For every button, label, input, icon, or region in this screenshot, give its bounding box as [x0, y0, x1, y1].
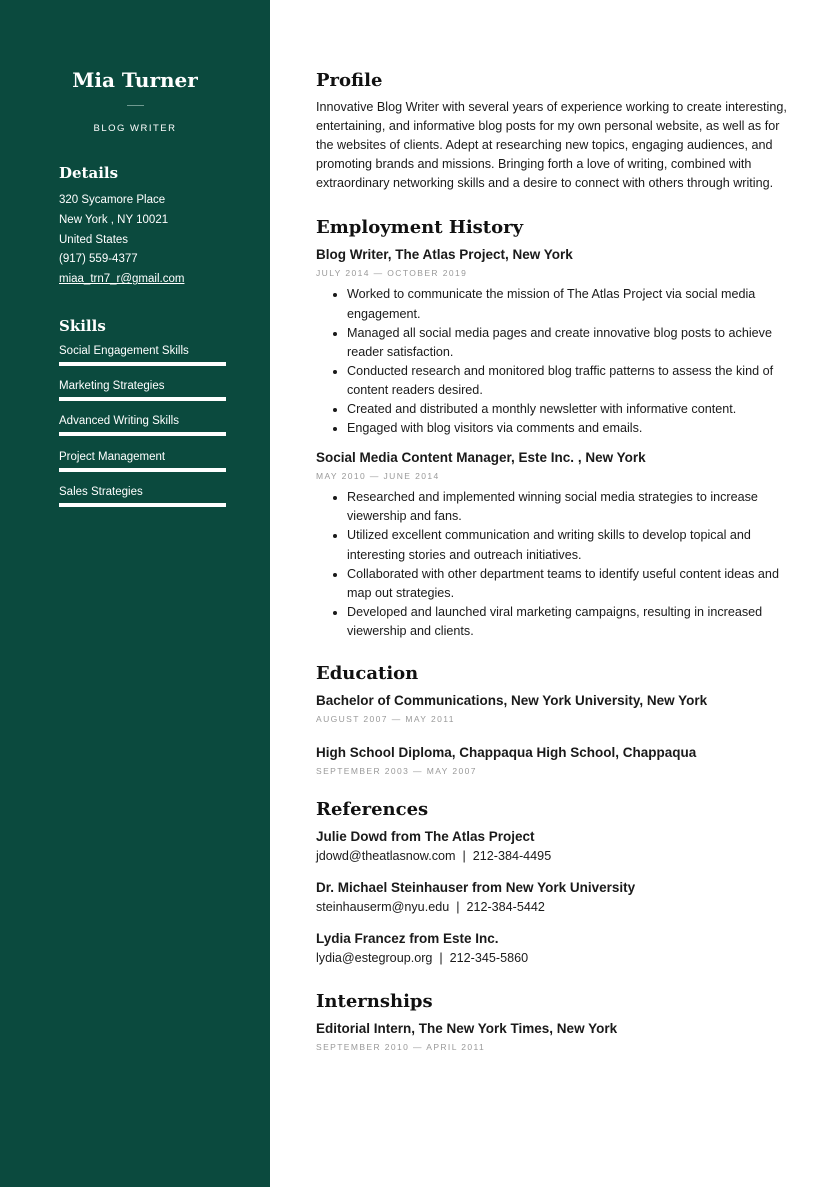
- city-line: New York , NY 10021: [59, 213, 169, 226]
- internship-dates: SEPTEMBER 2010 — APRIL 2011: [316, 1041, 486, 1052]
- skill-item: [59, 380, 226, 415]
- section-heading: Profile: [316, 70, 383, 91]
- candidate-name: Mia Turner: [72, 68, 198, 92]
- reference-name: Julie Dowd from The Atlas Project: [316, 828, 535, 844]
- degree-title: High School Diploma, Chappaqua High School, Chappaqua: [316, 744, 697, 760]
- internship-entry: [316, 1019, 791, 1055]
- job-title: Social Media Content Manager, Este Inc. , New York: [316, 450, 646, 466]
- employment-section: [316, 217, 791, 641]
- profile-text: Innovative Blog Writer with several years of experience working to create interesting, entertaining, and informative blog posts for my own personal website, as well as for the websites of clients. Adept at researching new topics, engaging audiences, and promoting brands and missions. Bringing forth a love of writing, combined with extraordinary networking skills and a desire to connect with others through writing.: [316, 100, 787, 191]
- reference-contact: steinhauserm@nyu.edu | 212-384-5442: [316, 899, 545, 914]
- reference-contact: jdowd@theatlasnow.com | 212-384-4495: [316, 848, 552, 863]
- skill-item: [59, 415, 226, 450]
- education-entry: [316, 743, 791, 779]
- skill-item: [59, 345, 226, 380]
- job-dates: MAY 2010 — JUNE 2014: [316, 471, 440, 482]
- reference-entry: [316, 878, 791, 918]
- skill-item: [59, 486, 226, 521]
- country-line: United States: [59, 233, 129, 246]
- bullet: • Collaborated with other department teams to identify useful content ideas and map out strategies.: [347, 565, 791, 603]
- bullet: • Engaged with blog visitors via comments and emails.: [347, 419, 791, 438]
- degree-title: Bachelor of Communications, New York University, New York: [316, 692, 708, 708]
- bullet: • Conducted research and monitored blog traffic patterns to assess the kind of content readers desired.: [347, 362, 791, 400]
- education-dates: AUGUST 2007 — MAY 2011: [316, 713, 455, 724]
- skill-label: Sales Strategies: [59, 485, 143, 498]
- profile-section: [316, 70, 791, 193]
- job-entry: [316, 245, 791, 438]
- skill-label: Project Management: [59, 450, 166, 463]
- education-dates: SEPTEMBER 2003 — MAY 2007: [316, 765, 477, 776]
- sidebar: [0, 0, 270, 1187]
- job-entry: [316, 448, 791, 641]
- bullet: • Worked to communicate the mission of The Atlas Project via social media engagement.: [347, 285, 791, 323]
- job-role: BLOG WRITER: [93, 123, 177, 134]
- reference-entry: [316, 929, 791, 969]
- skills-heading: Skills: [59, 317, 106, 335]
- section-heading: Employment History: [316, 217, 524, 239]
- skill-label: Marketing Strategies: [59, 380, 165, 393]
- section-heading: References: [316, 798, 429, 820]
- main-content: [316, 70, 791, 1055]
- education-section: [316, 663, 791, 779]
- skill-level-bar: [59, 432, 226, 436]
- email-link[interactable]: miaa_trn7_r@gmail.com: [59, 273, 185, 286]
- bullet: • Developed and launched viral marketing campaigns, resulting in increased viewership and clients.: [347, 603, 791, 641]
- skill-level-bar: [59, 362, 226, 366]
- bullet: • Researched and implemented winning social media strategies to increase viewership and fans.: [347, 488, 791, 526]
- skill-level-bar: [59, 468, 226, 472]
- section-heading: Education: [316, 662, 419, 684]
- job-dates: JULY 2014 — OCTOBER 2019: [316, 268, 468, 279]
- skills-list: [59, 345, 226, 521]
- skill-level-bar: [59, 397, 226, 401]
- skill-item: [59, 451, 226, 486]
- skill-level-bar: [59, 503, 226, 507]
- job-title: Blog Writer, The Atlas Project, New York: [316, 247, 573, 263]
- section-heading: Internships: [316, 990, 433, 1012]
- phone: (917) 559-4377: [59, 253, 138, 266]
- reference-name: Lydia Francez from Este Inc.: [316, 930, 499, 946]
- internships-section: [316, 991, 791, 1055]
- internship-title: Editorial Intern, The New York Times, New York: [316, 1020, 618, 1036]
- bullet: • Managed all social media pages and create innovative blog posts to achieve reader satisfaction.: [347, 324, 791, 362]
- references-section: [316, 799, 791, 969]
- bullet: • Utilized excellent communication and writing skills to develop topical and interesting stories and outreach initiatives.: [347, 526, 791, 564]
- divider: [127, 105, 144, 106]
- details-list: [59, 191, 184, 290]
- education-entry: [316, 691, 791, 727]
- reference-entry: [316, 827, 791, 867]
- details-heading: Details: [59, 164, 119, 182]
- address-line: 320 Sycamore Place: [59, 194, 166, 206]
- skill-label: Advanced Writing Skills: [59, 415, 179, 428]
- reference-contact: lydia@estegroup.org | 212-345-5860: [316, 950, 529, 965]
- bullet: • Created and distributed a monthly newsletter with informative content.: [347, 400, 791, 419]
- skill-label: Social Engagement Skills: [59, 345, 189, 357]
- reference-name: Dr. Michael Steinhauser from New York University: [316, 879, 636, 895]
